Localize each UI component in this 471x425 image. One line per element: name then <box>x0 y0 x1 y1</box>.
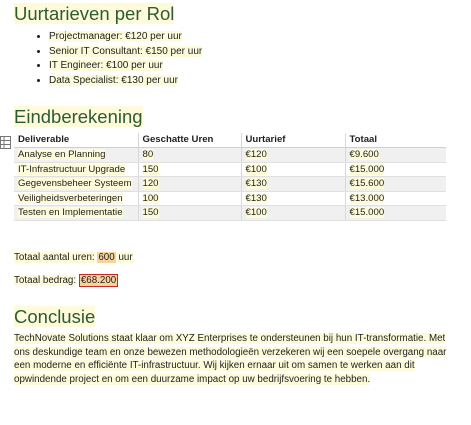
table-grid-icon[interactable] <box>0 135 11 150</box>
total-hours-label: Totaal aantal uren: <box>14 252 95 263</box>
total-amount-label: Totaal bedrag: <box>14 275 77 286</box>
total-hours-unit: uur <box>118 252 133 263</box>
table-header-row <box>14 133 446 148</box>
table-row <box>14 206 446 221</box>
table-row <box>14 148 446 163</box>
calculation-table <box>14 133 446 221</box>
table-cell: 150 <box>138 162 241 177</box>
total-amount-line <box>14 275 118 287</box>
table-cell: €130 <box>241 177 345 192</box>
table-row <box>14 177 446 192</box>
rates-list <box>30 30 202 88</box>
conclusion-heading: Conclusie <box>14 306 96 327</box>
table-cell: IT-Infrastructuur Upgrade <box>14 162 138 177</box>
table-cell: Gegevensbeheer Systeem <box>14 177 138 192</box>
conclusion-paragraph: TechNovate Solutions staat klaar om XYZ Enterprises te ondersteunen bij hun IT-transformatie. Met ons deskundige team en onze bewezen methodologieën verzekeren wij een soepele overgang naar een moderne en efficiënte IT-infrastructuur. Wij kijken ernaar uit om samen te werken aan dit opwindende project en om een duurzame impact op uw bedrijfsvoering te hebben. <box>14 333 447 385</box>
total-amount-value: €68.200 <box>80 275 117 286</box>
column-header-total: Totaal <box>345 133 446 148</box>
table-cell: €100 <box>241 162 345 177</box>
column-header-deliverable: Deliverable <box>14 133 138 148</box>
table-cell: €130 <box>241 191 345 206</box>
calculation-heading: Eindberekening <box>14 106 143 127</box>
list-item: • IT Engineer: €100 per uur <box>49 59 202 74</box>
list-item: • Data Specialist: €130 per uur <box>49 74 202 89</box>
list-item: • Projectmanager: €120 per uur <box>49 30 202 45</box>
rates-heading: Uurtarieven per Rol <box>14 3 175 24</box>
table-row <box>14 191 446 206</box>
total-hours-line <box>14 252 133 264</box>
table-cell: €120 <box>241 148 345 163</box>
table-cell: 100 <box>138 191 241 206</box>
table-cell: Analyse en Planning <box>14 148 138 163</box>
list-item: • Senior IT Consultant: €150 per uur <box>49 45 202 60</box>
table-cell: €13.000 <box>345 191 446 206</box>
table-cell: Testen en Implementatie <box>14 206 138 221</box>
table-cell: €100 <box>241 206 345 221</box>
table-cell: 80 <box>138 148 241 163</box>
table-cell: 120 <box>138 177 241 192</box>
table-cell: €9.600 <box>345 148 446 163</box>
table-cell: €15.600 <box>345 177 446 192</box>
total-hours-value: 600 <box>98 252 115 263</box>
table-row <box>14 162 446 177</box>
table-cell: €15.000 <box>345 206 446 221</box>
column-header-hours: Geschatte Uren <box>138 133 241 148</box>
table-cell: €15.000 <box>345 162 446 177</box>
table-cell: 150 <box>138 206 241 221</box>
table-cell: Veiligheidsverbeteringen <box>14 191 138 206</box>
column-header-rate: Uurtarief <box>241 133 345 148</box>
